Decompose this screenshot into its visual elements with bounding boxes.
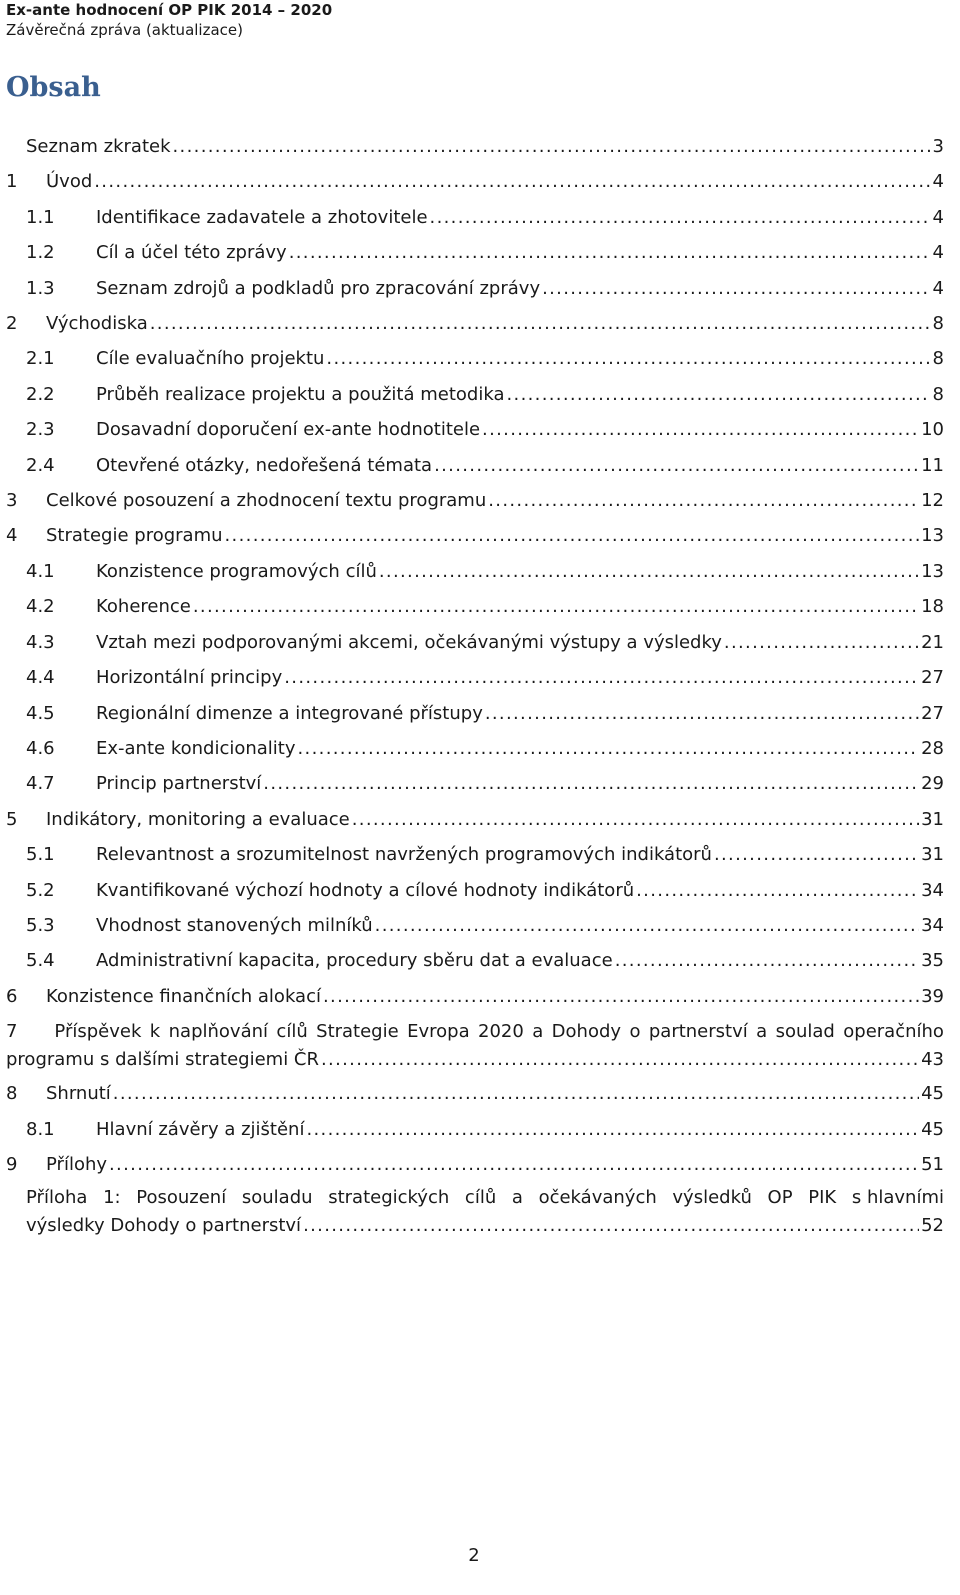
toc-entry-word: a (756, 1021, 768, 1043)
toc-entry-title: Administrativní kapacita, procedury sběru dat a evaluace (96, 950, 613, 972)
toc-entry-word: 2020 (478, 1021, 524, 1043)
toc-leader (225, 518, 920, 553)
toc-entry[interactable] (6, 164, 944, 199)
toc-entry[interactable] (6, 1076, 944, 1111)
toc-entry-number: 4.7 (26, 773, 55, 795)
toc-entry[interactable] (6, 696, 944, 731)
toc-leader (113, 1076, 919, 1111)
toc-entry[interactable] (6, 837, 944, 872)
toc-entry-page: 39 (921, 985, 944, 1007)
toc-entry[interactable] (6, 518, 944, 553)
toc-entry-number: 5.1 (26, 844, 55, 866)
toc-entry-word: naplňování (168, 1021, 269, 1043)
page-number: 2 (468, 1545, 480, 1566)
toc-leader (636, 873, 919, 908)
toc-leader (615, 943, 919, 978)
toc-leader (263, 766, 919, 801)
toc-entry-page: 8 (932, 383, 944, 405)
toc-entry-title: Celkové posouzení a zhodnocení textu programu (46, 490, 487, 512)
toc-entry-title: Vhodnost stanovených milníků (96, 914, 373, 936)
toc-leader (430, 200, 931, 235)
toc-entry[interactable] (6, 271, 944, 306)
toc-entry-page: 29 (921, 773, 944, 795)
toc-entry-number: 9 (6, 1153, 18, 1175)
toc-entry-number: 3 (6, 490, 18, 512)
toc-entry[interactable] (6, 554, 944, 589)
toc-entry-annex-1[interactable] (6, 1184, 944, 1240)
toc-entry[interactable] (6, 802, 944, 837)
header-subtitle: Závěrečná zpráva (aktualizace) (6, 21, 243, 39)
toc-leader (375, 908, 919, 943)
toc-leader (485, 696, 919, 731)
toc-leader (94, 164, 930, 199)
toc-entry-number: 2.4 (26, 454, 55, 476)
toc-entry-word: Evropa (407, 1021, 470, 1043)
toc-entry-word: 1: (103, 1187, 121, 1209)
toc-entry-word: soulad (775, 1021, 835, 1043)
toc-entry-word: partnerství (648, 1021, 748, 1043)
toc-entry-title: Ex-ante kondicionality (96, 737, 296, 759)
toc-entry-page: 4 (932, 206, 944, 228)
toc-entry-title: Koherence (96, 596, 191, 618)
toc-entry[interactable] (6, 625, 944, 660)
toc-entry-page: 28 (921, 737, 944, 759)
toc-entry[interactable] (6, 979, 944, 1014)
toc-entry-page: 27 (921, 667, 944, 689)
toc-entry-number: 2 (6, 313, 18, 335)
toc-entry-number: 2.2 (26, 383, 55, 405)
toc-entry-page: 45 (921, 1118, 944, 1140)
toc-entry-page: 21 (921, 631, 944, 653)
toc-entry-word: Dohody (551, 1021, 622, 1043)
toc-leader (321, 1046, 919, 1074)
toc-leader (289, 235, 931, 270)
toc-entry-title: Kvantifikované výchozí hodnoty a cílové hodnoty indikátorů (96, 879, 635, 901)
toc-entry-page: 51 (921, 1153, 944, 1175)
toc-entry-number: 2.3 (26, 419, 55, 441)
toc-entry-page: 12 (921, 490, 944, 512)
toc-leader (434, 448, 919, 483)
toc-entry-word: Posouzení (136, 1187, 227, 1209)
toc-entry[interactable] (6, 235, 944, 270)
toc-entry[interactable] (6, 1112, 944, 1147)
toc-entry-page: 4 (932, 277, 944, 299)
toc-entry-page: 31 (921, 808, 944, 830)
toc-entry[interactable] (6, 660, 944, 695)
toc-entry-page: 4 (932, 171, 944, 193)
toc-entry-page: 3 (932, 136, 944, 157)
header-title: Ex-ante hodnocení OP PIK 2014 – 2020 (6, 1, 333, 19)
toc-leader (323, 979, 919, 1014)
toc-entry[interactable] (6, 412, 944, 447)
toc-leader (482, 412, 919, 447)
toc-leader (109, 1147, 919, 1182)
toc-leader (150, 306, 931, 341)
toc-entry-title: Východiska (46, 313, 148, 335)
toc-entry[interactable] (6, 341, 944, 376)
toc-entry-word: cílů (276, 1021, 308, 1043)
toc-leader (714, 837, 919, 872)
table-of-contents (6, 129, 944, 1240)
toc-leader (193, 589, 919, 624)
toc-entry-word: Příloha (26, 1187, 88, 1209)
toc-leader (542, 271, 930, 306)
toc-entry[interactable] (6, 766, 944, 801)
toc-entry-title: Úvod (46, 171, 93, 193)
toc-entry[interactable] (6, 448, 944, 483)
toc-entry-page: 11 (921, 454, 944, 476)
toc-entry-number: 1 (6, 171, 18, 193)
toc-entry-title: Seznam zdrojů a podkladů pro zpracování zprávy (96, 277, 541, 299)
toc-entry-page: 4 (932, 242, 944, 264)
toc-entry-7-line1 (6, 1018, 944, 1046)
toc-entry[interactable] (6, 377, 944, 412)
toc-entry-title: Relevantnost a srozumitelnost navržených programových indikátorů (96, 844, 712, 866)
toc-entry-page: 8 (932, 313, 944, 335)
toc-leader (326, 341, 930, 376)
toc-entry-title: Indikátory, monitoring a evaluace (46, 808, 350, 830)
toc-entry-number: 5.3 (26, 914, 55, 936)
toc-leader (303, 1212, 919, 1240)
toc-leader (173, 129, 931, 164)
toc-entry-number: 1.3 (26, 277, 55, 299)
toc-entry-title: programu s dalšími strategiemi ČR (6, 1049, 319, 1071)
toc-entry-word: o (629, 1021, 641, 1043)
toc-entry-word: operačního (843, 1021, 944, 1043)
toc-entry-number: 4.1 (26, 560, 55, 582)
toc-leader (352, 802, 919, 837)
toc-entry-number: 1.1 (26, 206, 55, 228)
toc-entry-word: souladu (241, 1187, 313, 1209)
toc-entry[interactable] (6, 1147, 944, 1182)
toc-entry-number: 4.6 (26, 737, 55, 759)
toc-entry-word: Strategie (316, 1021, 399, 1043)
toc-entry-title: Cíle evaluačního projektu (96, 348, 325, 370)
toc-entry-number: 7 (6, 1021, 18, 1043)
toc-entry[interactable] (6, 306, 944, 341)
toc-entry-page: 10 (921, 419, 944, 441)
toc-entry-word: očekávaných (538, 1187, 657, 1209)
toc-entry-number: 2.1 (26, 348, 55, 370)
toc-entry-word: a (511, 1187, 523, 1209)
toc-entry-number: 4.5 (26, 702, 55, 724)
toc-entry-number: 1.2 (26, 242, 55, 264)
toc-entry-number: 4.4 (26, 667, 55, 689)
toc-entry-title: Strategie programu (46, 525, 223, 547)
toc-entry-title: Horizontální principy (96, 667, 283, 689)
toc-entry-page: 34 (921, 879, 944, 901)
toc-entry-page: 27 (921, 702, 944, 724)
toc-entry-title: Regionální dimenze a integrované přístupy (96, 702, 483, 724)
toc-entry-title: Konzistence finančních alokací (46, 985, 321, 1007)
toc-entry-title: Princip partnerství (96, 773, 262, 795)
toc-leader (507, 377, 931, 412)
toc-entry[interactable] (6, 908, 944, 943)
toc-entry-word: Příspěvek (54, 1021, 142, 1043)
toc-entry[interactable] (6, 129, 944, 164)
toc-entry-page: 31 (921, 844, 944, 866)
toc-entry-word: strategických (328, 1187, 450, 1209)
toc-entry-page: 52 (921, 1215, 944, 1237)
toc-entry-7[interactable] (6, 1018, 944, 1074)
toc-entry-page: 13 (921, 560, 944, 582)
toc-entry[interactable] (6, 873, 944, 908)
toc-entry-page: 43 (921, 1049, 944, 1071)
toc-entry-word: PIK (808, 1187, 837, 1209)
toc-entry-number: 5.2 (26, 879, 55, 901)
toc-entry-page: 45 (921, 1083, 944, 1105)
document-title: Obsah (6, 72, 101, 103)
toc-entry[interactable] (6, 943, 944, 978)
page-header (6, 0, 946, 40)
toc-entry-word: a (532, 1021, 544, 1043)
toc-entry-number: 8.1 (26, 1118, 55, 1140)
toc-entry[interactable] (6, 483, 944, 518)
toc-entry-title: Cíl a účel této zprávy (96, 242, 287, 264)
toc-entry-title: Seznam zkratek (26, 136, 171, 157)
toc-entry-page: 13 (921, 525, 944, 547)
toc-entry-word: OP (767, 1187, 793, 1209)
toc-leader (724, 625, 919, 660)
toc-entry[interactable] (6, 589, 944, 624)
toc-entry-title: Konzistence programových cílů (96, 560, 377, 582)
toc-entry-title: Identifikace zadavatele a zhotovitele (96, 206, 428, 228)
toc-leader (379, 554, 919, 589)
toc-entry-number: 5.4 (26, 950, 55, 972)
toc-entry-number: 6 (6, 985, 18, 1007)
toc-entry-number: 5 (6, 808, 18, 830)
toc-entry[interactable] (6, 200, 944, 235)
toc-entry-title: Průběh realizace projektu a použitá metodika (96, 383, 505, 405)
toc-annex-line1 (26, 1184, 944, 1212)
toc-entry-page: 35 (921, 950, 944, 972)
toc-annex-line2 (26, 1212, 944, 1240)
toc-leader (298, 731, 920, 766)
toc-entry-title: Hlavní závěry a zjištění (96, 1118, 305, 1140)
toc-leader (306, 1112, 919, 1147)
toc-entry-page: 34 (921, 914, 944, 936)
toc-leader (284, 660, 919, 695)
toc-entry-title: Shrnutí (46, 1083, 111, 1105)
toc-entry-title: Vztah mezi podporovanými akcemi, očekávanými výstupy a výsledky (96, 631, 722, 653)
toc-entry-number: 8 (6, 1083, 18, 1105)
toc-leader (488, 483, 919, 518)
toc-entry-7-line2 (6, 1046, 944, 1074)
toc-entry-word: výsledků (672, 1187, 752, 1209)
toc-entry-title: výsledky Dohody o partnerství (26, 1215, 302, 1237)
toc-entry-number: 4.3 (26, 631, 55, 653)
toc-entry-title: Otevřené otázky, nedořešená témata (96, 454, 433, 476)
toc-entry-number: 4.2 (26, 596, 55, 618)
toc-entry-number: 4 (6, 525, 18, 547)
toc-entry-page: 8 (932, 348, 944, 370)
toc-entry-word: cílů (464, 1187, 497, 1209)
toc-entry[interactable] (6, 731, 944, 766)
toc-entry-word: s hlavními (851, 1187, 944, 1209)
toc-entry-title: Přílohy (46, 1153, 108, 1175)
toc-entry-title: Dosavadní doporučení ex-ante hodnotitele (96, 419, 481, 441)
toc-entry-page: 18 (921, 596, 944, 618)
toc-entry-word: k (149, 1021, 161, 1043)
